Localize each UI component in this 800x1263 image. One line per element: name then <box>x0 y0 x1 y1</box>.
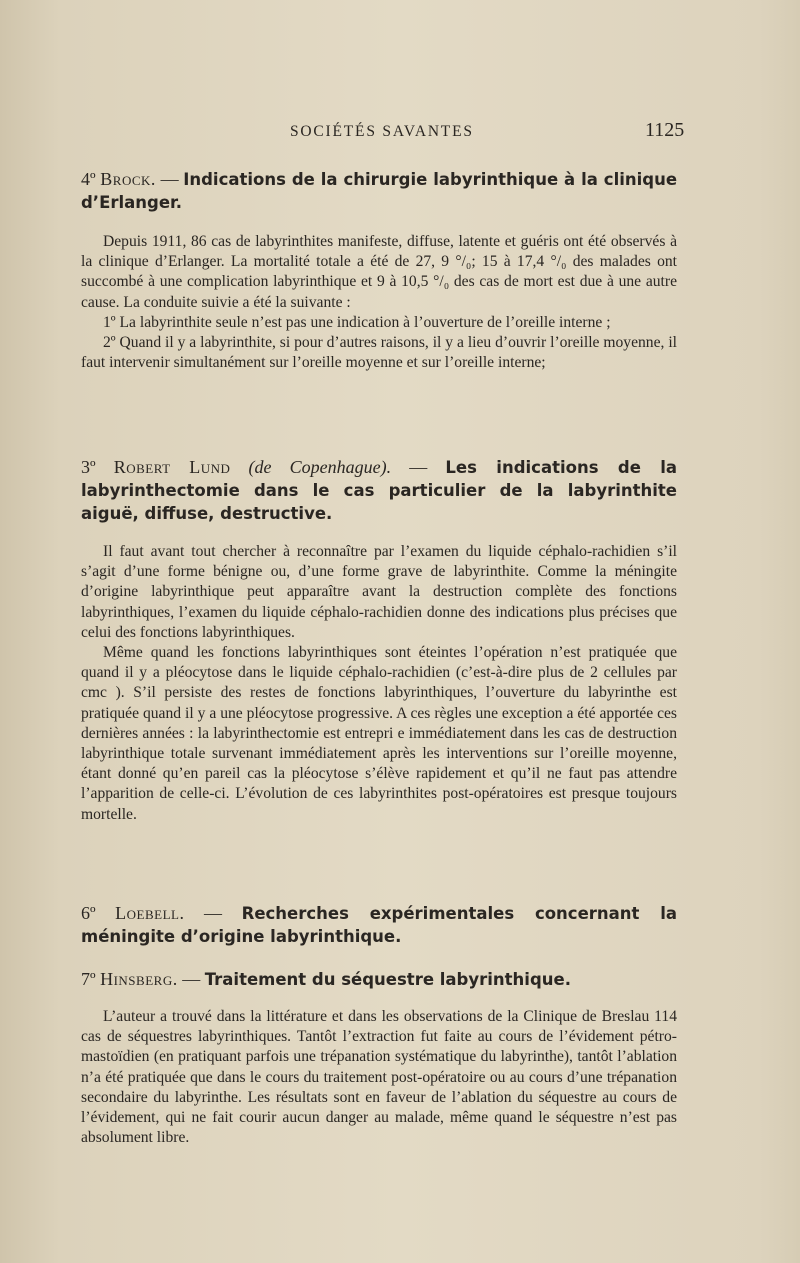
paragraph: 2º Quand il y a labyrinthite, si pour d’autres raisons, il y a lieu d’ouvrir l’oreille moyenne, il faut intervenir simultanément sur l’oreille moyenne et sur l’oreille interne; <box>81 334 677 372</box>
paragraph: Il faut avant tout chercher à reconnaître par l’examen du liquide céphalo-rachidien s’il s’agit d’une forme bénigne ou, d’une forme grave de labyrinthite. Comme la méningite d’origine labyrinthique peut apparaître avant la destruction complète des fonctions labyrinthiques, l’examen du liquide céphalo-rachidien donne des indications plus précises que celui des fonctions labyrinthiques. <box>81 543 677 641</box>
page-number: 1125 <box>645 119 685 141</box>
section-title: Recherches expérimentales concernant la méningite d’origine labyrinthique. <box>81 904 678 946</box>
section-title: Les indications de la labyrinthectomie dans le cas particulier de la labyrinthite aiguë, diffuse, destructive. <box>81 458 678 523</box>
heading-dash: — <box>182 969 201 989</box>
section-title: Traitement du séquestre labyrinthique. <box>204 970 571 989</box>
section-place: (de Copenhague). <box>248 457 392 477</box>
section-heading <box>81 902 677 948</box>
section-number: 6º <box>81 903 96 923</box>
section-heading <box>81 168 677 214</box>
section-number: 7º <box>81 969 96 989</box>
paragraph: L’auteur a trouvé dans la littérature et dans les observations de la Clinique de Breslau 114 cas de séquestres labyrinthiques. Tantôt l’extraction fut faite au cours de l’évidement pétro-mastoïdien (en pratiquant parfois une trépanation systématique du labyrinthe), tantôt l’ablation n’a été pratiquée que dans le cours du traitement post-opératoire ou au cours d’une trépanation secondaire du labyrinthe. Les résultats sont en faveur de l’ablation du séquestre au cours de l’évidement, qui ne fait courir aucun danger au malade, même quand le séquestre n’est pas absolument libre. <box>81 1008 677 1147</box>
paragraph: Même quand les fonctions labyrinthiques sont éteintes l’opération n’est pratiquée que quand il y a pléocytose dans le liquide céphalo-rachidien (c’est-à-dire plus de 2 cellules par cmc ). S’il persiste des restes de fonctions labyrinthiques, l’ouverture du labyrinthe est pratiquée quand il y a une pléocytose progressive. A ces règles une exception a été apportée ces dernières années : la labyrinthectomie est entrepri e immédiatement dans les cas de destruction labyrinthique totale survenant immédiatement après les interventions sur l’oreille moyenne, étant donné qu’en pareil cas la pléocytose s’élève rapidement et qu’il ne faut pas attendre l’apparition de celle-ci. L’évolution de ces labyrinthites post-opératoires est presque toujours mortelle. <box>81 644 677 823</box>
section-author: Loebell. <box>115 903 185 923</box>
running-header <box>0 121 800 151</box>
section-loebell <box>81 902 677 948</box>
section-author: Robert Lund <box>113 457 231 477</box>
running-title: SOCIÉTÉS SAVANTES <box>290 123 474 140</box>
section-heading <box>81 456 677 525</box>
section-brock <box>81 168 677 373</box>
section-title: Indications de la chirurgie labyrinthique à la clinique d’Erlanger. <box>81 170 678 212</box>
section-author: Hinsberg. <box>100 969 178 989</box>
paragraph: 1º La labyrinthite seule n’est pas une indication à l’ouverture de l’oreille interne ; <box>103 313 611 331</box>
paragraph: Depuis 1911, 86 cas de labyrinthites manifeste, diffuse, latente et guéris ont été observés à la clinique d’Erlanger. La mortalité totale a été de 27, 9 °/₀; 15 à 17,4 °/₀ des malades ont succombé à une complication labyrinthique et 9 à 10,5 °/₀ des cas de mort est due à une autre cause. La conduite suivie a été la suivante : <box>81 233 677 311</box>
heading-dash: — <box>204 903 223 923</box>
section-heading <box>81 968 677 991</box>
heading-dash: — <box>409 457 428 477</box>
section-author: Brock. <box>100 169 156 189</box>
section-number: 4º <box>81 169 96 189</box>
section-number: 3º <box>81 457 96 477</box>
section-hinsberg <box>81 968 677 1148</box>
section-lund <box>81 456 677 825</box>
heading-dash: — <box>160 169 179 189</box>
